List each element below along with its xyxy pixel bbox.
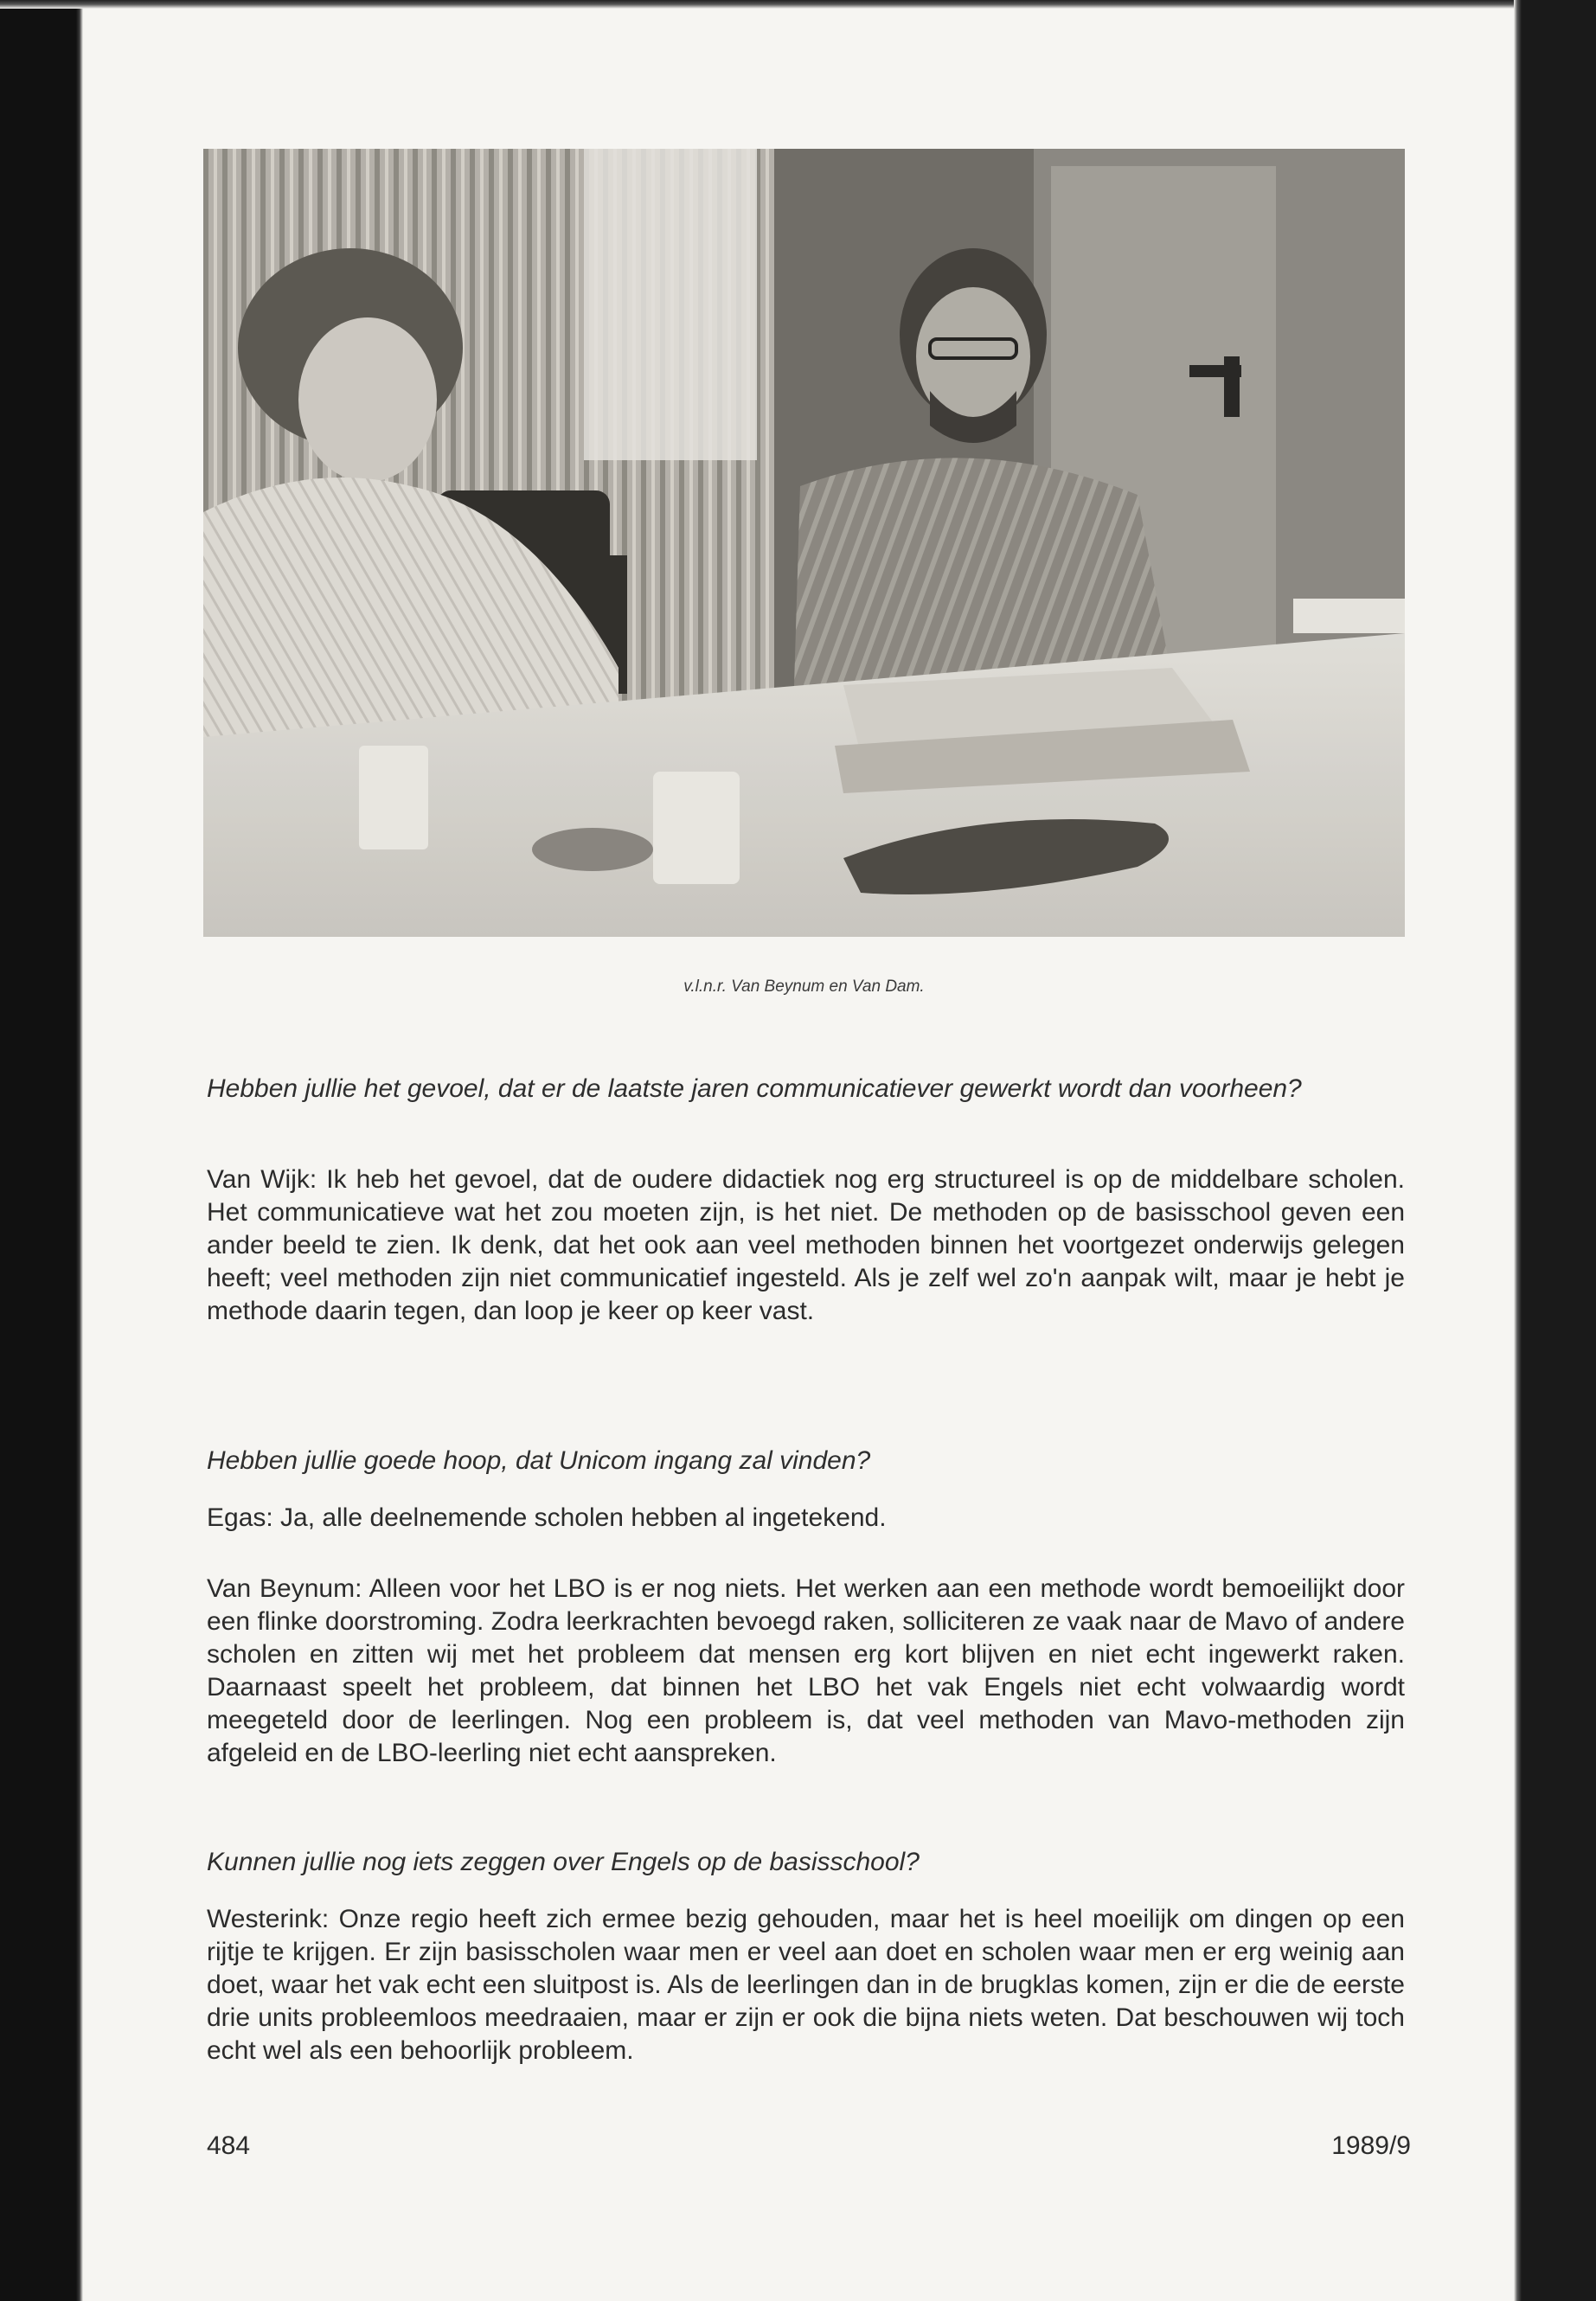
interview-answer-egas: Egas: Ja, alle deelnemende scholen hebben al ingetekend. <box>207 1503 887 1532</box>
interview-question-1: Hebben jullie het gevoel, dat er de laatste jaren communicatiever gewerkt wordt dan voorheen? <box>207 1074 1302 1103</box>
scan-edge-left <box>0 0 83 2301</box>
scan-edge-right <box>1514 0 1596 2301</box>
interview-question-2: Hebben jullie goede hoop, dat Unicom ingang zal vinden? <box>207 1446 871 1475</box>
photo-two-people-at-table <box>203 149 1405 937</box>
interview-answer-van-beynum: Van Beynum: Alleen voor het LBO is er nog niets. Het werken aan een methode wordt bemoeilijkt door een flinke doorstroming. Zodra leerkrachten bevoegd raken, solliciteren ze vaak naar de Mavo of andere scholen en zitten wij met het probleem dat mensen erg kort blijven en niet echt ingewerkt raken. Daarnaast speelt het probleem, dat binnen het LBO het vak Engels niet echt volwaardig wordt meegeteld door de leerlingen. Nog een probleem is, dat veel methoden van Mavo-methoden zijn afgeleid en de LBO-leerling niet echt aanspreken. <box>207 1574 1405 1767</box>
page-number: 484 <box>207 2131 251 2160</box>
photo-caption: v.l.n.r. Van Beynum en Van Dam. <box>683 977 925 996</box>
issue-label: 1989/9 <box>1331 2131 1411 2160</box>
scan-edge-top <box>0 0 1596 9</box>
interview-question-3: Kunnen jullie nog iets zeggen over Engels op de basisschool? <box>207 1848 920 1876</box>
interview-answer-westerink: Westerink: Onze regio heeft zich ermee bezig gehouden, maar het is heel moeilijk om dingen op een rijtje te krijgen. Er zijn basisscholen waar men er veel aan doet en scholen waar men er erg weinig aan doet, waar het vak echt een sluitpost is. Als de leerlingen dan in de brugklas komen, zijn er die de eerste drie units probleemloos meedraaien, maar er zijn er ook die bijna niets weten. Dat beschouwen wij toch echt wel als een behoorlijk probleem. <box>207 1905 1405 2065</box>
interview-answer-van-wijk: Van Wijk: Ik heb het gevoel, dat de oudere didactiek nog erg structureel is op de middelbare scholen. Het communicatieve wat het zou moeten zijn, is het niet. De methoden op de basisschool geven een ander beeld te zien. Ik denk, dat het ook aan veel methoden binnen het voortgezet onderwijs gelegen heeft; veel methoden zijn niet communicatief ingesteld. Als je zelf wel zo'n aanpak wilt, maar je hebt je methode daarin tegen, dan loop je keer op keer vast. <box>207 1165 1405 1325</box>
